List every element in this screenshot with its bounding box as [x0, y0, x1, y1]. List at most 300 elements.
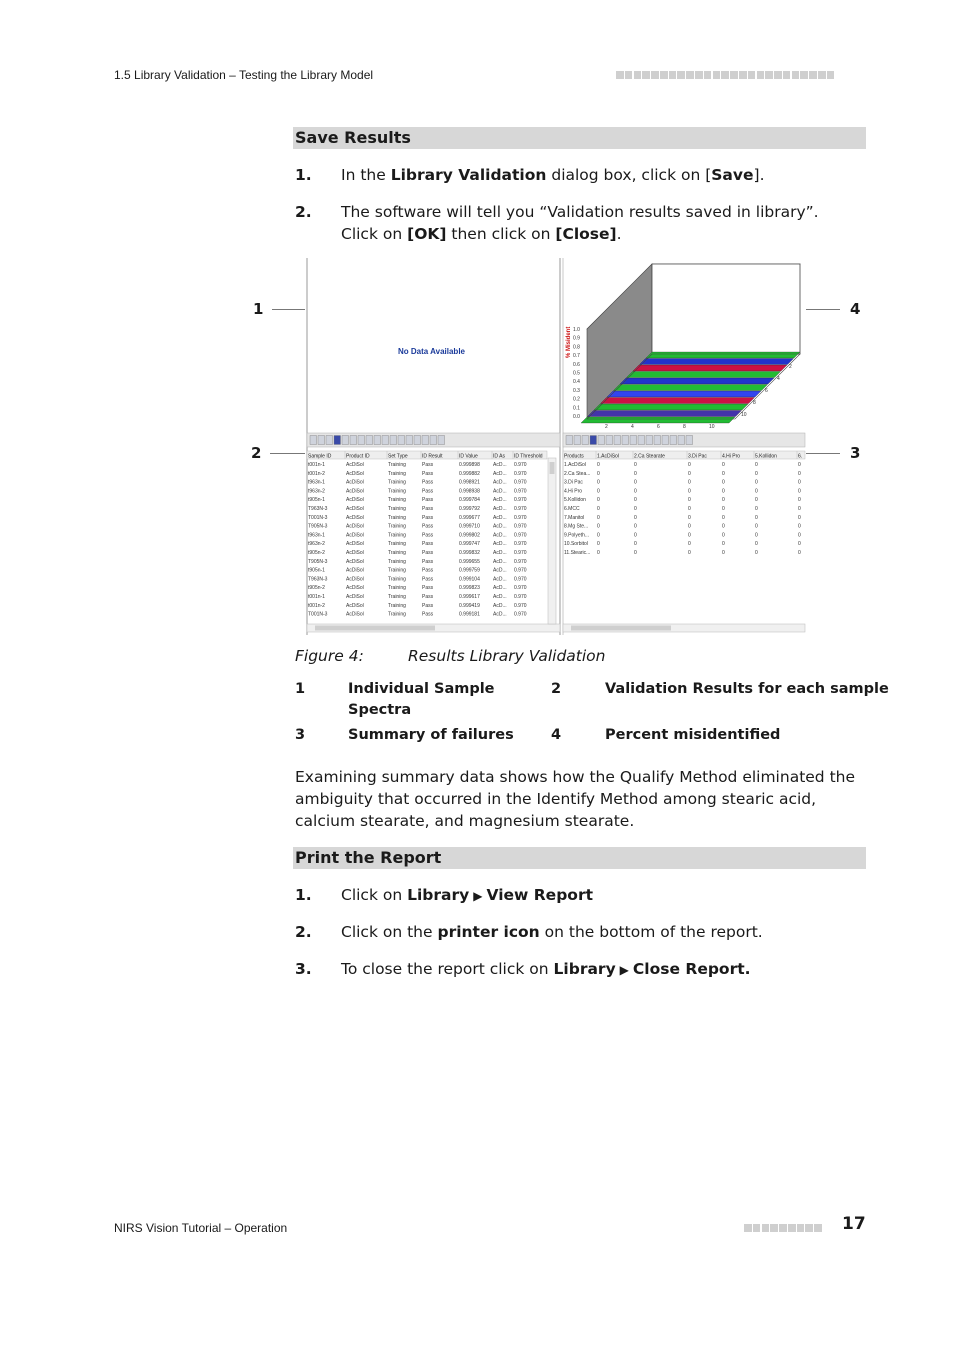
- table-cell[interactable]: AcDiSol: [346, 479, 364, 486]
- decoration-square: [744, 1224, 752, 1232]
- table-cell[interactable]: 7.Manitol: [564, 514, 585, 521]
- table-cell[interactable]: 0: [798, 506, 801, 512]
- left-v-scrollbar[interactable]: [548, 458, 556, 624]
- y-tick-label: 0.5: [573, 370, 580, 377]
- table-cell[interactable]: 0: [798, 479, 801, 486]
- table-cell[interactable]: 0.970: [514, 514, 527, 521]
- table-cell[interactable]: Pass: [422, 479, 434, 486]
- decoration-square: [739, 71, 747, 79]
- table-cell[interactable]: 0: [688, 541, 691, 548]
- table-cell[interactable]: 0: [798, 532, 801, 539]
- step-number: 3.: [295, 960, 312, 978]
- table-cell[interactable]: 0: [755, 479, 758, 486]
- table-cell[interactable]: 0: [722, 497, 725, 504]
- table-cell[interactable]: Training: [388, 611, 406, 618]
- table-cell[interactable]: 0: [634, 488, 637, 495]
- table-cell[interactable]: 0: [755, 532, 758, 539]
- table-cell[interactable]: 0: [798, 470, 801, 477]
- table-cell[interactable]: AcDiSol: [346, 611, 364, 618]
- table-cell[interactable]: Pass: [422, 567, 434, 574]
- table-cell[interactable]: Pass: [422, 532, 434, 539]
- table-cell[interactable]: AcD...: [493, 550, 507, 556]
- table-cell[interactable]: 0: [798, 541, 801, 548]
- toolbar-button[interactable]: [326, 436, 333, 445]
- table-header-cell[interactable]: 6.: [798, 453, 803, 460]
- table-cell[interactable]: 0.999802: [459, 532, 480, 539]
- decoration-square: [805, 1224, 813, 1232]
- table-cell[interactable]: 0: [597, 497, 600, 504]
- step-number: 2.: [295, 203, 312, 221]
- validation-results-table[interactable]: [307, 451, 547, 618]
- toolbar-button[interactable]: [606, 436, 613, 445]
- chart-bar-row: [581, 417, 735, 423]
- decoration-square: [827, 71, 835, 79]
- table-cell[interactable]: AcD...: [493, 594, 507, 600]
- table-cell[interactable]: 0.999655: [459, 558, 480, 565]
- toolbar-button[interactable]: [646, 436, 653, 445]
- y-tick-label: 0.2: [573, 396, 580, 403]
- table-cell[interactable]: 0: [688, 532, 691, 539]
- table-cell[interactable]: AcDiSol: [346, 470, 364, 477]
- table-cell[interactable]: AcD...: [493, 585, 507, 592]
- table-cell[interactable]: Pass: [422, 506, 434, 512]
- table-cell[interactable]: Training: [388, 576, 406, 583]
- table-cell[interactable]: Training: [388, 462, 406, 468]
- table-cell[interactable]: t963n-1: [308, 479, 325, 486]
- table-header-cell[interactable]: Sample ID: [308, 453, 332, 460]
- y-tick-label: 1.0: [573, 327, 580, 333]
- table-cell[interactable]: Training: [388, 497, 406, 504]
- table-cell[interactable]: Training: [388, 594, 406, 600]
- table-cell[interactable]: 0: [798, 497, 801, 504]
- table-cell[interactable]: 0: [688, 497, 691, 504]
- table-cell[interactable]: Training: [388, 541, 406, 548]
- table-cell[interactable]: T905N-3: [308, 558, 328, 565]
- toolbar-button[interactable]: [582, 436, 589, 445]
- table-cell[interactable]: Training: [388, 514, 406, 521]
- decoration-square: [779, 1224, 787, 1232]
- table-cell[interactable]: 0.970: [514, 479, 527, 486]
- table-cell[interactable]: 0: [755, 470, 758, 477]
- table-cell[interactable]: 0.970: [514, 488, 527, 495]
- table-cell[interactable]: 0: [688, 470, 691, 477]
- table-cell[interactable]: 6.MCC: [564, 506, 580, 512]
- table-cell[interactable]: Pass: [422, 523, 434, 530]
- table-cell[interactable]: 0: [597, 506, 600, 512]
- table-cell[interactable]: 0.999832: [459, 550, 480, 556]
- table-cell[interactable]: AcDiSol: [346, 497, 364, 504]
- table-cell[interactable]: AcD...: [493, 576, 507, 583]
- table-cell[interactable]: 0: [597, 470, 600, 477]
- table-header-cell[interactable]: Set Type: [388, 453, 408, 460]
- table-cell[interactable]: AcDiSol: [346, 514, 364, 521]
- table-cell[interactable]: 0: [597, 550, 600, 556]
- table-cell[interactable]: 0.970: [514, 532, 527, 539]
- table-header-cell[interactable]: ID Result: [422, 453, 443, 460]
- toolbar-button[interactable]: [358, 436, 365, 445]
- table-cell[interactable]: AcD...: [493, 479, 507, 486]
- chart-bar-row: [607, 391, 761, 397]
- table-cell[interactable]: Training: [388, 585, 406, 592]
- table-cell[interactable]: t001n-2: [308, 470, 325, 477]
- table-cell[interactable]: AcD...: [493, 523, 507, 530]
- toolbar-button[interactable]: [678, 436, 685, 445]
- table-header-cell[interactable]: ID Value: [459, 453, 478, 460]
- table-cell[interactable]: 1.AcDiSol: [564, 462, 586, 468]
- table-cell[interactable]: 0: [722, 541, 725, 548]
- table-cell[interactable]: 0: [722, 532, 725, 539]
- legend-num-3: 3: [295, 727, 306, 743]
- table-cell[interactable]: 0.970: [514, 497, 527, 504]
- table-cell[interactable]: 0: [688, 550, 691, 556]
- decoration-square: [730, 71, 738, 79]
- table-cell[interactable]: 0.970: [514, 585, 527, 592]
- toolbar-button[interactable]: [342, 436, 349, 445]
- table-cell[interactable]: Pass: [422, 470, 434, 477]
- table-cell[interactable]: 0: [634, 532, 637, 539]
- table-cell[interactable]: AcD...: [493, 602, 507, 609]
- table-cell[interactable]: 0: [755, 506, 758, 512]
- toolbar-button[interactable]: [390, 436, 397, 445]
- toolbar-button[interactable]: [438, 436, 445, 445]
- table-cell[interactable]: Training: [388, 506, 406, 512]
- table-cell[interactable]: Pass: [422, 462, 434, 468]
- toolbar-button[interactable]: [422, 436, 429, 445]
- decoration-square: [651, 71, 659, 79]
- toolbar-button[interactable]: [566, 436, 573, 445]
- table-cell[interactable]: Training: [388, 479, 406, 486]
- toolbar-button[interactable]: [598, 436, 605, 445]
- table-cell[interactable]: t001n-1: [308, 594, 325, 600]
- table-cell[interactable]: 0.999792: [459, 506, 480, 512]
- table-cell[interactable]: Pass: [422, 514, 434, 521]
- toolbar-button[interactable]: [654, 436, 661, 445]
- toolbar-button[interactable]: [574, 436, 581, 445]
- table-cell[interactable]: 0.999747: [459, 541, 480, 548]
- table-cell[interactable]: 10.Sorbitol: [564, 541, 588, 548]
- right-h-scroll-thumb[interactable]: [571, 626, 671, 631]
- table-cell[interactable]: Training: [388, 558, 406, 565]
- table-cell[interactable]: 9.Polyeth...: [564, 532, 590, 539]
- table-cell[interactable]: 0: [597, 462, 600, 468]
- table-cell[interactable]: 8.Mg Ste...: [564, 523, 589, 530]
- table-cell[interactable]: 3.Di Pac: [564, 479, 583, 486]
- table-cell[interactable]: 0.970: [514, 611, 527, 618]
- decoration-square: [677, 71, 685, 79]
- toolbar-button[interactable]: [414, 436, 421, 445]
- table-cell[interactable]: 0.970: [514, 550, 527, 556]
- callout-2: 2: [251, 444, 262, 462]
- table-cell[interactable]: 0: [722, 514, 725, 521]
- table-cell[interactable]: 0.970: [514, 567, 527, 574]
- figure-caption: [295, 647, 606, 665]
- table-cell[interactable]: t905n-1: [308, 497, 325, 504]
- table-cell[interactable]: 0.970: [514, 602, 527, 609]
- table-cell[interactable]: AcDiSol: [346, 594, 364, 600]
- table-cell[interactable]: 0: [634, 541, 637, 548]
- table-cell[interactable]: AcDiSol: [346, 585, 364, 592]
- table-cell[interactable]: Pass: [422, 594, 434, 600]
- table-cell[interactable]: T905N-3: [308, 523, 328, 530]
- table-cell[interactable]: t905n-2: [308, 585, 325, 592]
- table-cell[interactable]: 0.999710: [459, 523, 480, 530]
- table-cell[interactable]: 0: [634, 550, 637, 556]
- table-header-cell[interactable]: 3.Di Pac: [688, 453, 707, 460]
- table-cell[interactable]: 0: [597, 488, 600, 495]
- table-cell[interactable]: AcDiSol: [346, 523, 364, 530]
- save-step-1: 1. In the Library Validation dialog box, click on [Save].: [295, 166, 765, 184]
- table-cell[interactable]: 0.998938: [459, 488, 480, 495]
- table-cell[interactable]: 0: [634, 514, 637, 521]
- table-cell[interactable]: AcD...: [493, 541, 507, 548]
- table-cell[interactable]: 0.970: [514, 470, 527, 477]
- table-cell[interactable]: Pass: [422, 550, 434, 556]
- table-cell[interactable]: 0.970: [514, 541, 527, 548]
- table-cell[interactable]: 0.970: [514, 594, 527, 600]
- table-cell[interactable]: Pass: [422, 541, 434, 548]
- table-cell[interactable]: 0: [597, 523, 600, 530]
- table-cell[interactable]: 0: [755, 514, 758, 521]
- table-cell[interactable]: 0.999823: [459, 585, 480, 592]
- table-cell[interactable]: 0: [798, 462, 801, 468]
- table-cell[interactable]: 0: [755, 497, 758, 504]
- table-cell[interactable]: 0: [722, 479, 725, 486]
- table-cell[interactable]: Training: [388, 488, 406, 495]
- table-cell[interactable]: 0: [722, 488, 725, 495]
- table-cell[interactable]: T963N-3: [308, 576, 328, 583]
- table-cell[interactable]: AcDiSol: [346, 602, 364, 609]
- table-cell[interactable]: t963n-2: [308, 541, 325, 548]
- table-cell[interactable]: AcD...: [493, 497, 507, 504]
- table-cell[interactable]: Pass: [422, 602, 434, 609]
- table-cell[interactable]: 0: [755, 488, 758, 495]
- toolbar-button[interactable]: [630, 436, 637, 445]
- decoration-square: [814, 1224, 822, 1232]
- table-cell[interactable]: t963n-2: [308, 488, 325, 495]
- decoration-square: [788, 1224, 796, 1232]
- decoration-square: [704, 71, 712, 79]
- table-header-cell[interactable]: ID As: [493, 453, 505, 460]
- section-title-save-results: Save Results: [293, 127, 866, 149]
- table-cell[interactable]: 0: [634, 506, 637, 512]
- table-cell[interactable]: 4.Hi Pro: [564, 488, 583, 495]
- table-cell[interactable]: AcD...: [493, 567, 507, 574]
- table-cell[interactable]: AcD...: [493, 470, 507, 477]
- toolbar-button[interactable]: [374, 436, 381, 445]
- decoration-square: [616, 71, 624, 79]
- toolbar-button[interactable]: [398, 436, 405, 445]
- table-cell[interactable]: 0.999759: [459, 567, 480, 574]
- table-cell[interactable]: 0: [798, 523, 801, 530]
- y-tick-label: 0.9: [573, 335, 580, 342]
- decoration-square: [669, 71, 677, 79]
- toolbar-button[interactable]: [670, 436, 677, 445]
- table-cell[interactable]: AcDiSol: [346, 567, 364, 574]
- table-header-cell[interactable]: 5.Kollidon: [755, 453, 777, 460]
- left-h-scroll-thumb[interactable]: [315, 626, 435, 631]
- table-cell[interactable]: 0.970: [514, 558, 527, 565]
- table-cell[interactable]: 0.998921: [459, 479, 480, 486]
- table-cell[interactable]: T963N-3: [308, 506, 328, 512]
- left-v-scroll-thumb[interactable]: [550, 462, 555, 474]
- table-cell[interactable]: Training: [388, 523, 406, 530]
- table-cell[interactable]: Pass: [422, 488, 434, 495]
- table-cell[interactable]: 0.999419: [459, 602, 480, 609]
- table-cell[interactable]: 11.Stearic...: [564, 550, 591, 556]
- chart-bar-row: [588, 411, 742, 417]
- table-cell[interactable]: Training: [388, 550, 406, 556]
- y-tick-label: 0.7: [573, 353, 580, 360]
- failures-summary-table[interactable]: [563, 451, 805, 556]
- print-step-2: 2. Click on the printer icon on the bottom of the report.: [295, 923, 763, 941]
- toolbar-button[interactable]: [622, 436, 629, 445]
- table-cell[interactable]: 0: [597, 541, 600, 548]
- decoration-square: [774, 71, 782, 79]
- table-cell[interactable]: 0: [597, 479, 600, 486]
- table-cell[interactable]: 0.970: [514, 462, 527, 468]
- table-cell[interactable]: 0: [688, 523, 691, 530]
- table-cell[interactable]: AcDiSol: [346, 532, 364, 539]
- table-cell[interactable]: Pass: [422, 611, 434, 618]
- table-cell[interactable]: t001n-2: [308, 602, 325, 609]
- table-cell[interactable]: 0.999677: [459, 514, 480, 521]
- decoration-square: [762, 1224, 770, 1232]
- table-cell[interactable]: 0: [755, 462, 758, 468]
- toolbar-button[interactable]: [406, 436, 413, 445]
- table-header-cell[interactable]: Products: [564, 453, 584, 460]
- decoration-square: [642, 71, 650, 79]
- table-cell[interactable]: 0: [755, 550, 758, 556]
- table-cell[interactable]: 0: [798, 550, 801, 556]
- figure-label: Figure 4:: [295, 647, 364, 665]
- table-cell[interactable]: 0: [688, 488, 691, 495]
- table-header-cell[interactable]: 1.AcDiSol: [597, 453, 619, 460]
- table-cell[interactable]: 0.999882: [459, 470, 480, 477]
- table-cell[interactable]: 0: [722, 462, 725, 468]
- toolbar-button[interactable]: [590, 436, 597, 445]
- table-cell[interactable]: 0: [755, 523, 758, 530]
- table-cell[interactable]: AcDiSol: [346, 576, 364, 583]
- table-cell[interactable]: 0: [634, 470, 637, 477]
- table-cell[interactable]: 0.999898: [459, 462, 480, 468]
- table-cell[interactable]: AcD...: [493, 558, 507, 565]
- toolbar-button[interactable]: [638, 436, 645, 445]
- table-cell[interactable]: t001n-1: [308, 462, 325, 468]
- table-cell[interactable]: 0: [688, 462, 691, 468]
- toolbar-button[interactable]: [334, 436, 341, 445]
- table-cell[interactable]: AcDiSol: [346, 541, 364, 548]
- table-cell[interactable]: 0.970: [514, 506, 527, 512]
- legend-label-3: Summary of failures: [348, 727, 514, 743]
- table-cell[interactable]: 0: [597, 532, 600, 539]
- table-cell[interactable]: T001N-3: [308, 514, 328, 521]
- table-cell[interactable]: AcDiSol: [346, 506, 364, 512]
- table-cell[interactable]: Pass: [422, 558, 434, 565]
- table-cell[interactable]: Training: [388, 470, 406, 477]
- table-cell[interactable]: 0: [798, 514, 801, 521]
- table-cell[interactable]: AcD...: [493, 488, 507, 495]
- table-cell[interactable]: 0: [755, 541, 758, 548]
- table-cell[interactable]: Pass: [422, 576, 434, 583]
- table-cell[interactable]: 5.Kollidon: [564, 497, 586, 504]
- chart-bar-row: [627, 372, 781, 378]
- toolbar-button[interactable]: [686, 436, 693, 445]
- table-cell[interactable]: 0: [597, 514, 600, 521]
- table-cell[interactable]: AcD...: [493, 506, 507, 512]
- decoration-square: [783, 71, 791, 79]
- table-cell[interactable]: 0: [688, 479, 691, 486]
- table-cell[interactable]: T001N-3: [308, 611, 328, 618]
- toolbar-button[interactable]: [350, 436, 357, 445]
- table-cell[interactable]: 2.Ca Stea...: [564, 470, 591, 477]
- table-cell[interactable]: 0.999104: [459, 576, 480, 583]
- table-cell[interactable]: AcD...: [493, 611, 507, 618]
- table-cell[interactable]: AcD...: [493, 532, 507, 539]
- table-cell[interactable]: 0.999181: [459, 611, 480, 618]
- table-cell[interactable]: 0: [634, 462, 637, 468]
- table-cell[interactable]: 0.999617: [459, 594, 480, 600]
- toolbar-button[interactable]: [366, 436, 373, 445]
- table-cell[interactable]: AcD...: [493, 514, 507, 521]
- table-cell[interactable]: 0: [722, 523, 725, 530]
- table-cell[interactable]: 0: [688, 506, 691, 512]
- toolbar-button[interactable]: [614, 436, 621, 445]
- summary-paragraph: Examining summary data shows how the Qualify Method eliminated the ambiguity that occurred in the Identify Method among stearic acid, calcium stearate, and magnesium stearate.: [295, 768, 856, 830]
- callout-3: 3: [850, 444, 861, 462]
- table-cell[interactable]: 0.970: [514, 576, 527, 583]
- table-cell[interactable]: 0: [634, 497, 637, 504]
- table-cell[interactable]: 0: [634, 479, 637, 486]
- table-header-cell[interactable]: ID Threshold: [514, 453, 543, 460]
- table-cell[interactable]: 0.999784: [459, 497, 480, 504]
- table-cell[interactable]: Training: [388, 532, 406, 539]
- table-cell[interactable]: Training: [388, 567, 406, 574]
- table-cell[interactable]: 0: [722, 506, 725, 512]
- table-header-cell[interactable]: Product ID: [346, 453, 370, 460]
- toolbar-button[interactable]: [662, 436, 669, 445]
- table-cell[interactable]: 0: [634, 523, 637, 530]
- table-cell[interactable]: AcD...: [493, 462, 507, 468]
- toolbar-button[interactable]: [382, 436, 389, 445]
- legend-label-1: Individual Sample Spectra: [348, 681, 495, 718]
- table-cell[interactable]: Training: [388, 602, 406, 609]
- table-cell[interactable]: Pass: [422, 497, 434, 504]
- table-cell[interactable]: 0: [798, 488, 801, 495]
- chart-bar-row: [640, 359, 794, 365]
- table-cell[interactable]: AcDiSol: [346, 558, 364, 565]
- table-cell[interactable]: t963n-1: [308, 532, 325, 539]
- x-tick-label: 4: [631, 424, 634, 430]
- toolbar-button[interactable]: [310, 436, 317, 445]
- legend-num-4: 4: [551, 727, 562, 743]
- table-header-cell[interactable]: 2.Ca Stearate: [634, 453, 665, 460]
- table-cell[interactable]: AcDiSol: [346, 550, 364, 556]
- table-cell[interactable]: AcDiSol: [346, 462, 364, 468]
- toolbar-button[interactable]: [430, 436, 437, 445]
- table-cell[interactable]: 0: [688, 514, 691, 521]
- table-cell[interactable]: Pass: [422, 585, 434, 592]
- table-cell[interactable]: t905n-1: [308, 567, 325, 574]
- table-cell[interactable]: 0: [722, 550, 725, 556]
- table-cell[interactable]: t905n-2: [308, 550, 325, 556]
- table-header-cell[interactable]: 4.Hi Pro: [722, 453, 741, 460]
- chart-bar-row: [614, 385, 768, 391]
- table-cell[interactable]: AcDiSol: [346, 488, 364, 495]
- table-cell[interactable]: 0: [722, 470, 725, 477]
- y-tick-label: 0.1: [573, 405, 580, 412]
- table-cell[interactable]: 0.970: [514, 523, 527, 530]
- toolbar-button[interactable]: [318, 436, 325, 445]
